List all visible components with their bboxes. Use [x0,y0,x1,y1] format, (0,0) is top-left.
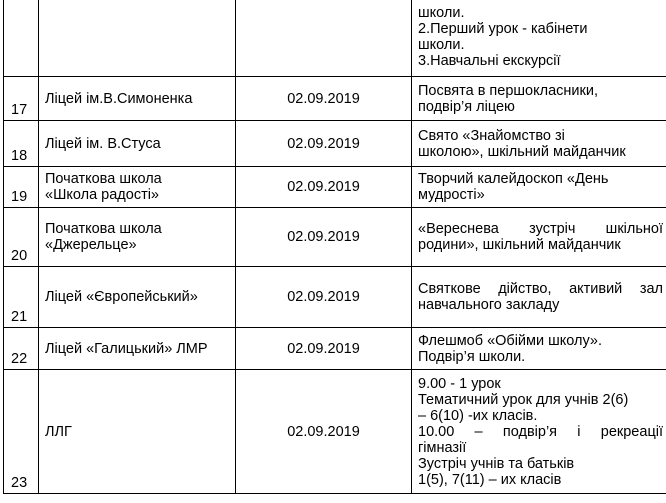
event-line: родини», шкільний майданчик [418,237,621,253]
school-cell [39,77,236,121]
event-date: 02.09.2019 [236,208,412,267]
school-cell [39,0,236,77]
event-date: 02.09.2019 [236,328,412,370]
event-line: Подвір’я школи. [418,348,526,365]
events-table [3,0,666,494]
school-name: Ліцей «Галицький» ЛМР [45,340,208,357]
row-number: 20 [4,208,39,267]
event-line: Святкове дійство, активий зал [418,281,663,297]
table-row [4,267,666,328]
row-number-cell [4,0,39,77]
table-row [4,121,666,167]
table-row [4,208,666,267]
table-row [4,0,666,77]
event-line: подвір’я ліцею [418,98,515,115]
date-cell [236,0,412,77]
school-name: Початкова школа [45,171,162,187]
school-name: Ліцей ім. В.Стуса [45,135,161,152]
school-name: ЛЛГ [45,423,72,440]
event-cell [412,167,666,208]
school-name: Ліцей ім.В.Симоненка [45,90,193,107]
school-cell [39,121,236,167]
event-line: 9.00 - 1 урок [418,375,501,392]
row-number: 18 [4,121,39,167]
event-date: 02.09.2019 [236,77,412,121]
row-number: 17 [4,77,39,121]
event-cell [412,0,666,77]
school-name: Початкова школа [45,221,162,237]
event-date: 02.09.2019 [236,267,412,328]
event-line: – 6(10) -их класів. [418,407,538,424]
event-line: 2.Перший урок - кабінети [418,20,588,37]
event-line: Творчий калейдоскоп «День [418,171,609,187]
event-line: Посвята в першокласники, [418,82,598,99]
event-cell [412,208,666,267]
event-date: 02.09.2019 [236,370,412,494]
school-name: Ліцей «Європейський» [45,289,198,305]
school-name: «Школа радості» [45,187,159,203]
event-line: мудрості» [418,187,485,203]
event-line: Зустріч учнів та батьків [418,455,575,472]
event-cell [412,370,666,494]
event-line: Свято «Знайомство зі [418,127,565,144]
event-line: 10.00 – подвір’я і рекреації [418,423,663,440]
school-cell [39,267,236,328]
school-cell [39,208,236,267]
event-line: 1(5), 7(11) – их класів [418,471,562,488]
event-line: Флешмоб «Обійми школу». [418,332,602,349]
event-cell [412,328,666,370]
table-row [4,167,666,208]
event-cell [412,77,666,121]
event-line: «Вереснева зустріч шкільної [418,221,663,237]
school-cell [39,370,236,494]
table-row [4,77,666,121]
school-cell [39,167,236,208]
event-line: 3.Навчальні екскурсії [418,52,561,69]
row-number: 21 [4,267,39,328]
event-line: школи. [418,4,465,21]
event-line: навчального закладу [418,297,560,313]
event-cell [412,121,666,167]
event-cell [412,267,666,328]
event-date: 02.09.2019 [236,167,412,208]
table-row [4,370,666,494]
school-name: «Джерельце» [45,237,137,253]
table-row [4,328,666,370]
row-number: 23 [4,370,39,494]
event-line: Тематичний урок для учнів 2(6) [418,391,629,408]
event-line: школою», шкільний майданчик [418,143,626,160]
event-line: школи. [418,36,465,53]
event-line: гімназії [418,439,467,456]
event-date: 02.09.2019 [236,121,412,167]
school-cell [39,328,236,370]
row-number: 22 [4,328,39,370]
row-number: 19 [4,167,39,208]
